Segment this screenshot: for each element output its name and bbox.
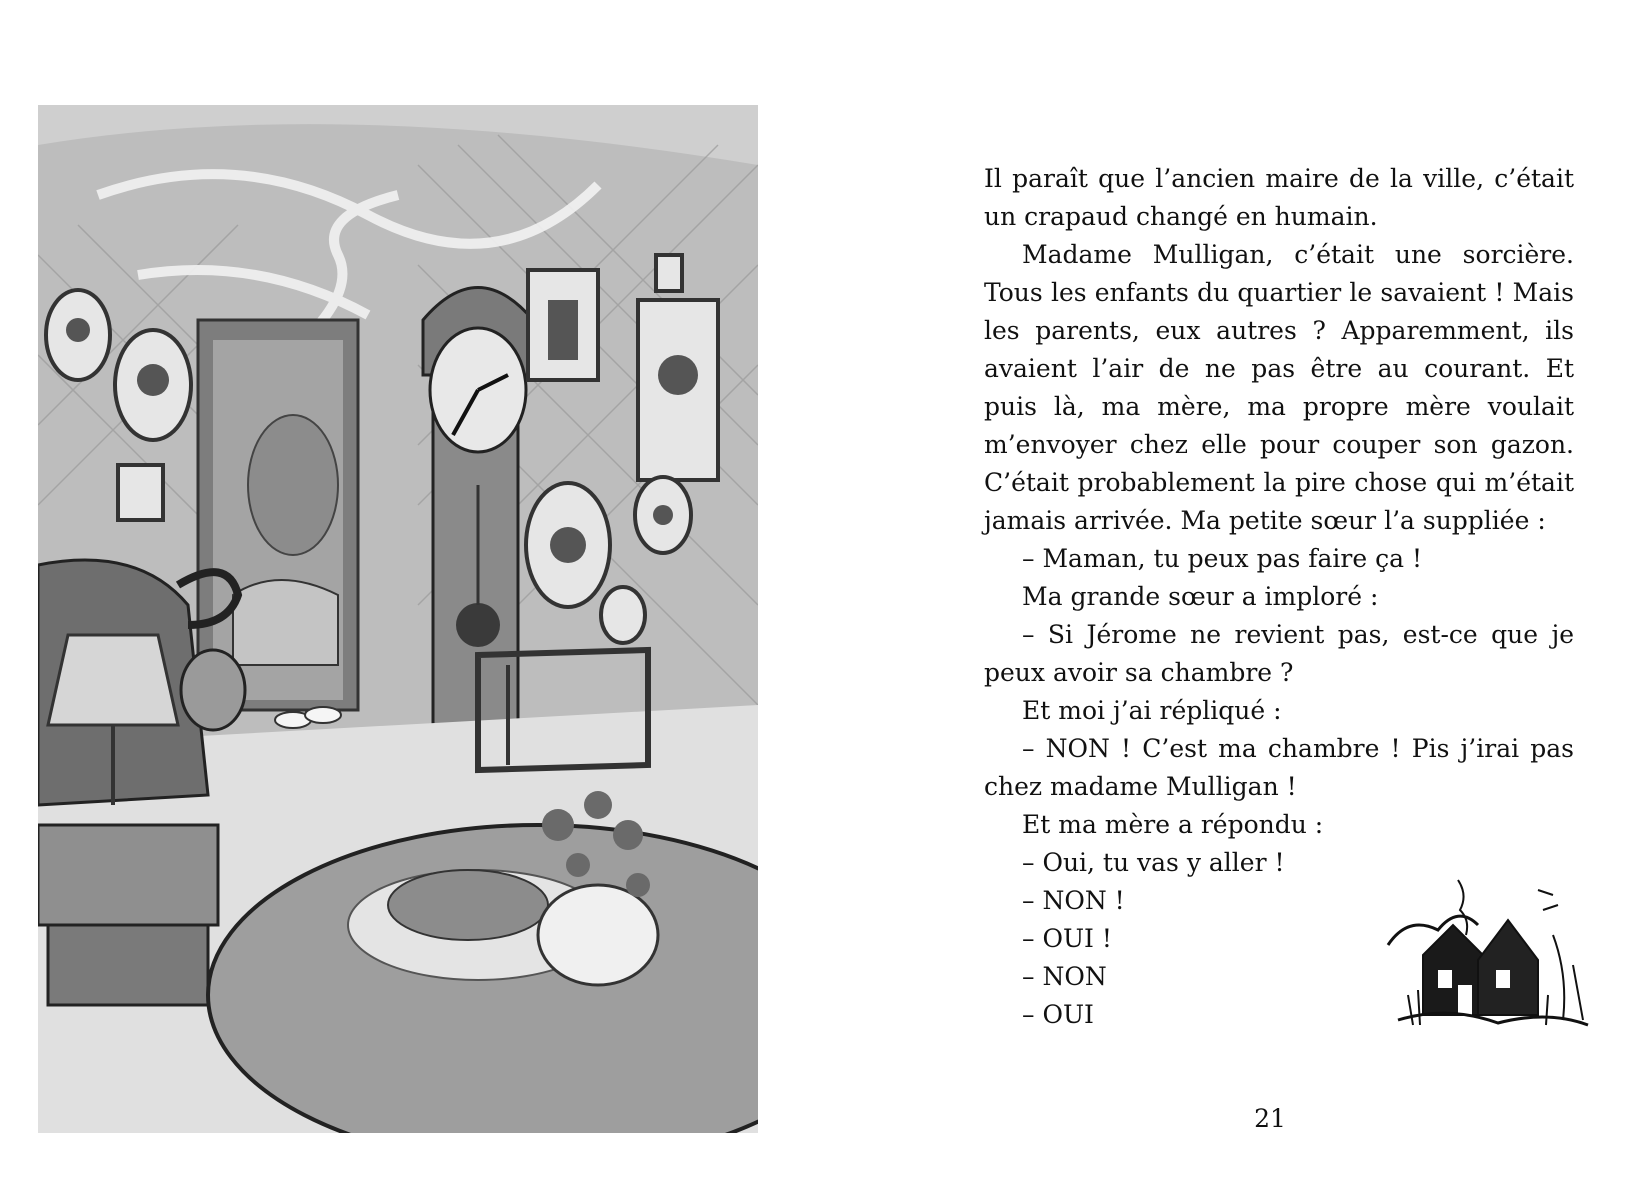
parlour-drawing <box>38 105 758 1133</box>
dialogue-line: – Maman, tu peux pas faire ça ! <box>1022 544 1423 573</box>
paragraph: Madame Mulligan, c’était une sorcière. Tous les enfants du quartier le savaient ! Mais les parents, eux autres ? Apparemment, ils avaient l’air de ne pas être au courant. Et puis là, ma mère, ma propre mère voulait m’envoyer chez elle pour couper son gazon. C’était probablement la pire chose qui m’était jamais arrivée. Ma petite sœur l’a suppliée : <box>984 240 1574 535</box>
dialogue-line: – NON <box>1022 962 1107 991</box>
house-vignette <box>1378 875 1598 1040</box>
dialogue-line: – NON ! C’est ma chambre ! Pis j’irai pas chez madame Mulligan ! <box>984 734 1574 801</box>
paragraph: Et ma mère a répondu : <box>1022 810 1324 839</box>
house-drawing <box>1378 875 1598 1040</box>
paragraph: Ma grande sœur a imploré : <box>1022 582 1379 611</box>
dialogue-line: – OUI <box>1022 1000 1094 1029</box>
paragraph: Et moi j’ai répliqué : <box>1022 696 1282 725</box>
dialogue-line: – OUI ! <box>1022 924 1112 953</box>
dialogue-line: – Si Jérome ne revient pas, est-ce que je peux avoir sa chambre ? <box>984 620 1574 687</box>
dialogue-line: – NON ! <box>1022 886 1125 915</box>
paragraph: Il paraît que l’ancien maire de la ville, c’était un crapaud changé en humain. <box>984 164 1574 231</box>
page-number: 21 <box>1254 1104 1286 1133</box>
parlour-illustration <box>38 105 758 1133</box>
dialogue-line: – Oui, tu vas y aller ! <box>1022 848 1285 877</box>
